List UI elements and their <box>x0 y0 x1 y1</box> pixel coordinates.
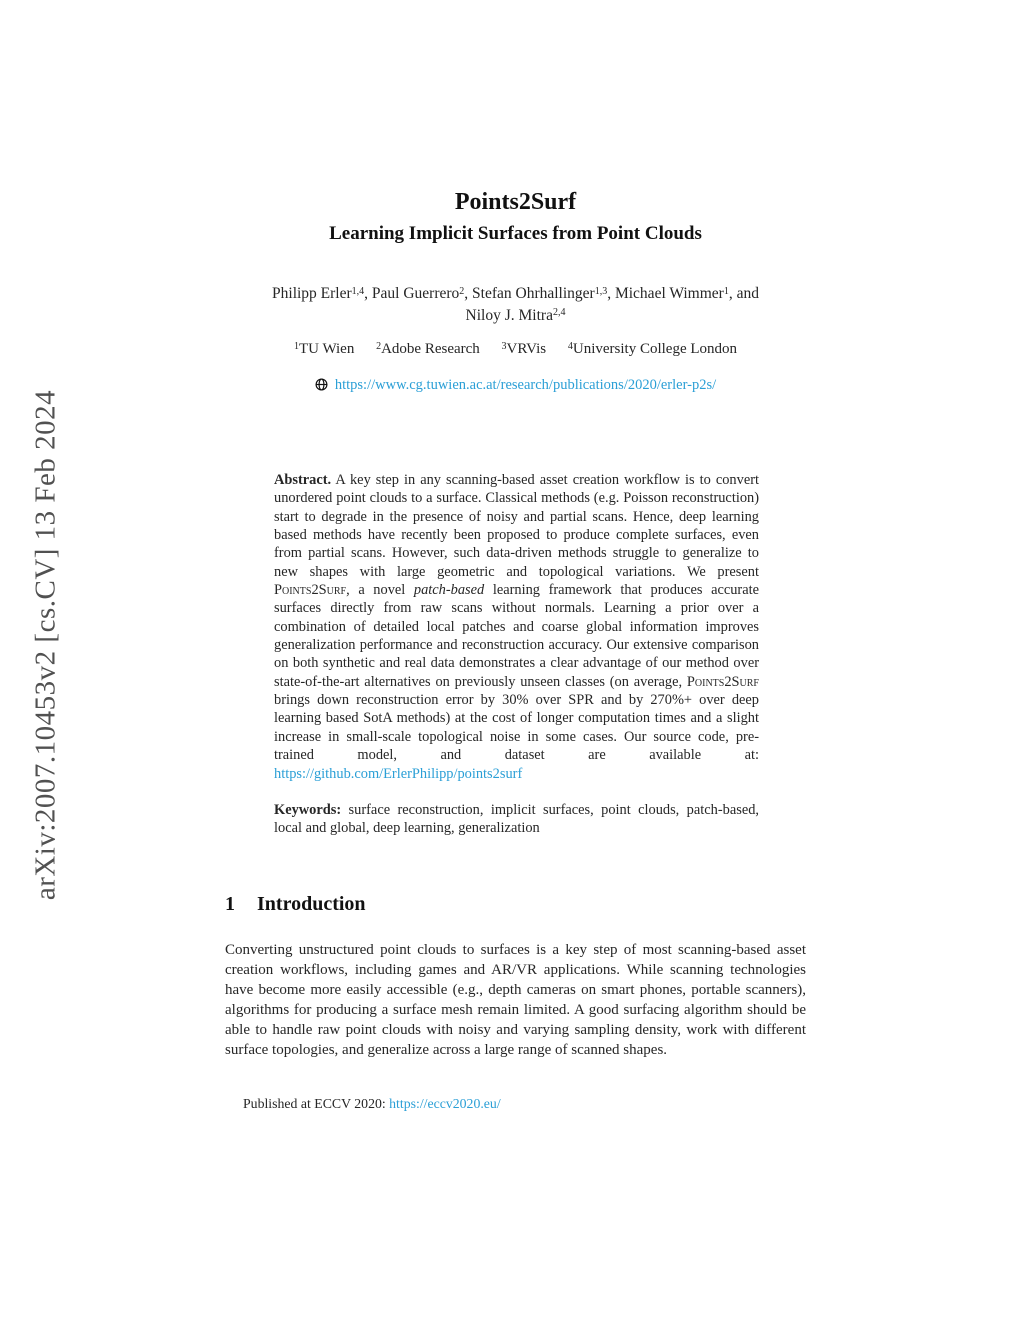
globe-icon <box>315 378 328 396</box>
author-line-2 <box>225 306 806 328</box>
author-affiliation-sup: 1 <box>723 285 729 297</box>
paper-content <box>225 0 806 1325</box>
paper-title: Points2Surf <box>454 189 577 215</box>
abstract-text: brings down reconstruction error by 30% over SPR and by 270%+ over deep learning based SotA methods) at the cost of longer computation times and a slight increase in small-scale topological noise in some cases. Our source code, pre-trained model, and dataset are available at: <box>274 692 759 764</box>
affiliation-item <box>568 341 737 357</box>
affiliation-sup: 1 <box>293 340 299 352</box>
affiliation-list <box>225 341 806 358</box>
author-name: Philipp Erler <box>272 285 352 302</box>
footnote-text: Published at ECCV 2020: <box>243 1096 390 1111</box>
keywords-paragraph <box>274 801 759 838</box>
author-affiliation-sup: 2,4 <box>552 307 566 318</box>
author-separator: , <box>607 285 615 302</box>
author-list <box>225 284 806 327</box>
affiliation-sup: 3 <box>501 340 507 352</box>
introduction-paragraph: Converting unstructured point clouds to surfaces is a key step of most scanning-based asset creation workflows, including games and AR/VR applications. While scanning technologies have become more easily accessible (e.g., depth cameras on smart phones, portable scanners), algorithms for producing a surface mesh remain limited. A good surfacing algorithm should be able to handle raw point clouds with noisy and varying sampling density, work with different surface topologies, and generalize across a large range of scanned shapes. <box>225 942 806 1058</box>
affiliation-name: VRVis <box>506 341 547 357</box>
paper-subtitle: Learning Implicit Surfaces from Point Clouds <box>329 223 702 244</box>
project-link-row <box>225 377 806 396</box>
project-page-link[interactable]: https://www.cg.tuwien.ac.at/research/publications/2020/erler-p2s/ <box>334 377 717 393</box>
abstract-text: A key step in any scanning-based asset creation workflow is to convert unordered point clouds to a surface. Classical methods (e.g. Poisson reconstruction) start to degrade in the presence of noisy and partial scans. Hence, deep learning based methods have recently been proposed to produce complete surfaces, even from partial scans. However, such data-driven methods struggle to generalize to new shapes with large geometric and topological variations. We present <box>274 472 759 580</box>
affiliation-name: Adobe Research <box>381 341 480 357</box>
author-name: Niloy J. Mitra <box>465 306 553 324</box>
code-repository-link[interactable]: https://github.com/ErlerPhilipp/points2surf <box>274 765 523 782</box>
author-name: Michael Wimmer <box>614 285 724 302</box>
keywords-text: surface reconstruction, implicit surfaces, point clouds, patch-based, local and global, deep learning, generalization <box>274 801 759 837</box>
eccv-link[interactable]: https://eccv2020.eu/ <box>389 1096 501 1111</box>
author-affiliation-sup: 1,3 <box>594 285 608 297</box>
affiliation-name: University College London <box>572 341 738 357</box>
affiliation-item <box>502 341 547 357</box>
footnote <box>225 1096 806 1112</box>
author-affiliation-sup: 2 <box>459 285 465 297</box>
affiliation-sup: 4 <box>567 340 573 352</box>
abstract-block <box>274 471 759 838</box>
affiliation-sup: 2 <box>376 340 382 352</box>
abstract-paragraph <box>274 471 759 783</box>
section-heading-introduction <box>225 893 366 916</box>
method-name: Points2Surf <box>274 582 347 599</box>
emphasized-term: patch-based <box>413 582 485 599</box>
affiliation-item <box>294 341 354 357</box>
affiliation-name: TU Wien <box>298 341 355 357</box>
section-title: Introduction <box>257 893 366 915</box>
author-line-1 <box>225 284 806 306</box>
abstract-text: , a novel <box>346 582 414 599</box>
author-separator: , and <box>728 285 759 302</box>
abstract-text: learning framework that produces accurate surfaces directly from raw scans without normals. Learning a prior over a combination of detailed local patches and coarse global information improves generalization performance and reconstruction accuracy. Our extensive comparison on both synthetic and real data demonstrates a clear advantage of our method over state-of-the-art alternatives on previously unseen classes (on average, <box>274 582 759 690</box>
author-separator: , <box>464 285 473 302</box>
arxiv-watermark: arXiv:2007.10453v2 [cs.CV] 13 Feb 2024 <box>29 389 62 901</box>
keywords-label: Keywords: <box>274 801 342 818</box>
author-separator: , <box>364 285 372 302</box>
section-number: 1 <box>225 893 235 915</box>
method-name: Points2Surf <box>686 673 759 690</box>
affiliation-item <box>376 341 480 357</box>
author-name: Stefan Ohrhallinger <box>472 285 595 302</box>
author-affiliation-sup: 1,4 <box>351 285 365 297</box>
author-name: Paul Guerrero <box>371 285 460 302</box>
abstract-label: Abstract. <box>274 472 332 488</box>
